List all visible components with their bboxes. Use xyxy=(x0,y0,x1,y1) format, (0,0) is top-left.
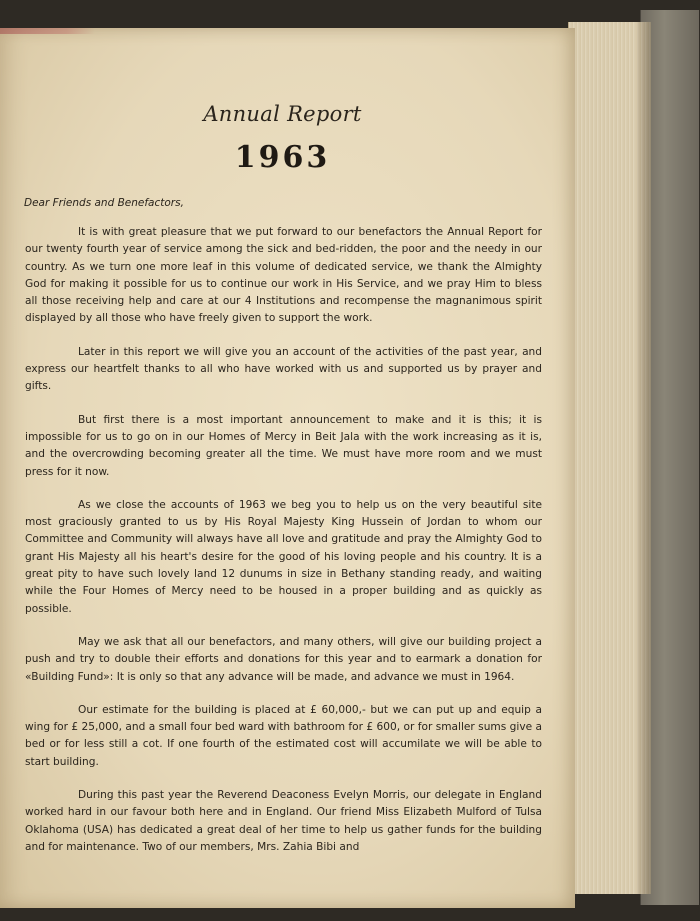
paragraph-7: During this past year the Reverend Deaconess Evelyn Morris, our delegate in England worked hard in our favour both here and in England. Our friend Miss Elizabeth Mulford of Tulsa Oklahoma (USA) has dedicated a great deal of her time to help us gather funds for the building and for maintenance. Two of our members, Mrs. Zahia Bibi and xyxy=(25,789,542,853)
paragraph-3: But first there is a most important announcement to make and it is this; it is impossible for us to go on in our Homes of Mercy in Beit Jala with the work increasing as it is, and the overcrowding becoming greater all the time. We must have more room and we must press for it now. xyxy=(25,413,542,478)
paragraph-2: Later in this report we will give you an account of the activities of the past year, and express our heartfelt thanks to all who have worked with us and supported us by prayer and gifts. xyxy=(25,345,542,393)
report-year: 1963 xyxy=(234,140,331,175)
letter-body xyxy=(25,224,542,856)
paragraph-6: Our estimate for the building is placed at £ 60,000,- but we can put up and equip a wing for £ 25,000, and a small four bed ward with bathroom for £ 600, or for smaller sums give a bed or for less still a cot. If one fourth of the estimated cost will accumilate we will be able to start building. xyxy=(25,703,542,768)
paragraph-5: May we ask that all our benefactors, and many others, will give our building project a push and try to double their efforts and donations for this year and to earmark a donation for «Building Fund»: It is only so that any advance will be made, and advance we must in 1964. xyxy=(25,635,542,683)
report-title: Annual Report xyxy=(203,102,362,126)
salutation: Dear Friends and Benefactors, xyxy=(24,197,184,209)
page-edges xyxy=(568,22,651,894)
paragraph-4: As we close the accounts of 1963 we beg you to help us on the very beautiful site most graciously granted to us by His Royal Majesty King Hussein of Jordan to whom our Committee and Community will always have all love and gratitude and pray the Almighty God to grant His Majesty all his heart's desire for the good of his loving people and his country. It is a great pity to have such lovely land 12 dunums in size in Bethany standing ready, and waiting while the Four Homes of Mercy need to be housed in a proper building and as quickly as possible. xyxy=(25,498,542,615)
paragraph-1: It is with great pleasure that we put forward to our benefactors the Annual Report for our twenty fourth year of service among the sick and bed-ridden, the poor and the needy in our country. As we turn one more leaf in this volume of dedicated service, we thank the Almighty God for making it possible for us to continue our work in His Service, and we pray Him to bless all those receiving help and care at our 4 Institutions and recompense the magnanimous spirit displayed by all those who have freely given to support the work. xyxy=(25,226,542,325)
binding-mark xyxy=(0,28,95,34)
